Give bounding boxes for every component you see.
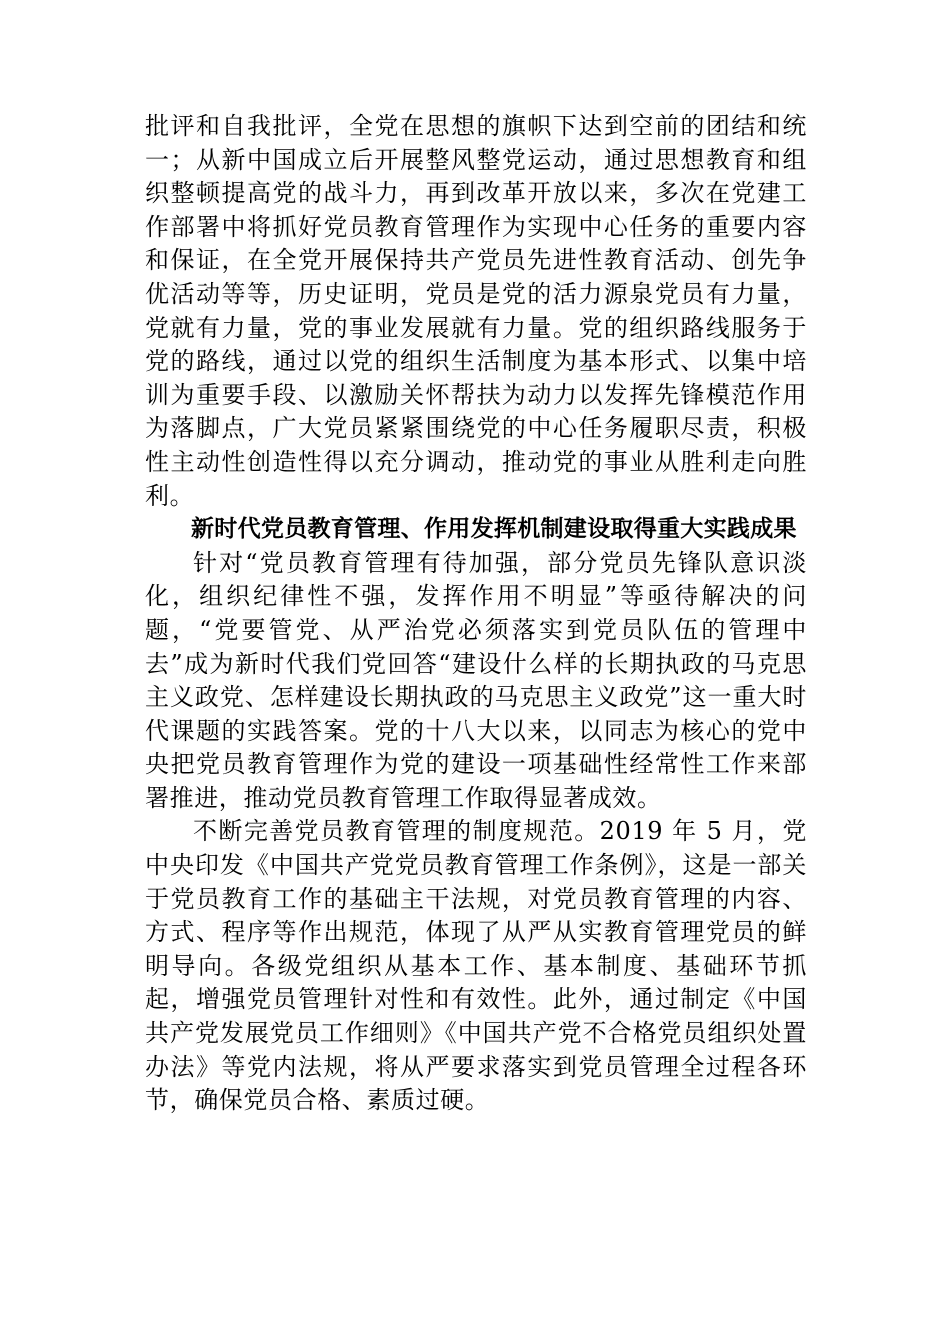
body-paragraph-2: 针对“党员教育管理有待加强，部分党员先锋队意识淡化，组织纪律性不强，发挥作用不明显”等亟待解决的问题，“党要管党、从严治党必须落实到党员队伍的管理中去”成为新时代我们党回答“建设什么样的长期执政的马克思主义政党、怎样建设长期执政的马克思主义政党”这一重大时代课题的实践答案。党的十八大以来，以同志为核心的党中央把党员教育管理作为党的建设一项基础性经常性工作来部署推进，推动党员教育管理工作取得显著成效。: [145, 548, 807, 812]
document-page: [145, 110, 807, 1118]
body-paragraph-3: 不断完善党员教育管理的制度规范。2019 年 5 月，党中央印发《中国共产党党员教育管理工作条例》，这是一部关于党员教育工作的基础主干法规，对党员教育管理的内容、方式、程序等作出规范，体现了从严从实教育管理党员的鲜明导向。各级党组织从基本工作、基本制度、基础环节抓起，增强党员管理针对性和有效性。此外，通过制定《中国共产党发展党员工作细则》《中国共产党不合格党员组织处置办法》等党内法规，将从严要求落实到党员管理全过程各环节，确保党员合格、素质过硬。: [145, 817, 807, 1115]
body-paragraph-1: 批评和自我批评，全党在思想的旗帜下达到空前的团结和统一；从新中国成立后开展整风整党运动，通过思想教育和组织整顿提高党的战斗力，再到改革开放以来，多次在党建工作部署中将抓好党员教育管理作为实现中心任务的重要内容和保证，在全党开展保持共产党员先进性教育活动、创先争优活动等等，历史证明，党员是党的活力源泉党员有力量，党就有力量，党的事业发展就有力量。党的组织路线服务于党的路线，通过以党的组织生活制度为基本形式、以集中培训为重要手段、以激励关怀帮扶为动力以发挥先锋模范作用为落脚点，广大党员紧紧围绕党的中心任务履职尽责，积极性主动性创造性得以充分调动，推动党的事业从胜利走向胜利。: [145, 112, 807, 510]
section-heading: 新时代党员教育管理、作用发挥机制建设取得重大实践成果: [191, 516, 797, 543]
